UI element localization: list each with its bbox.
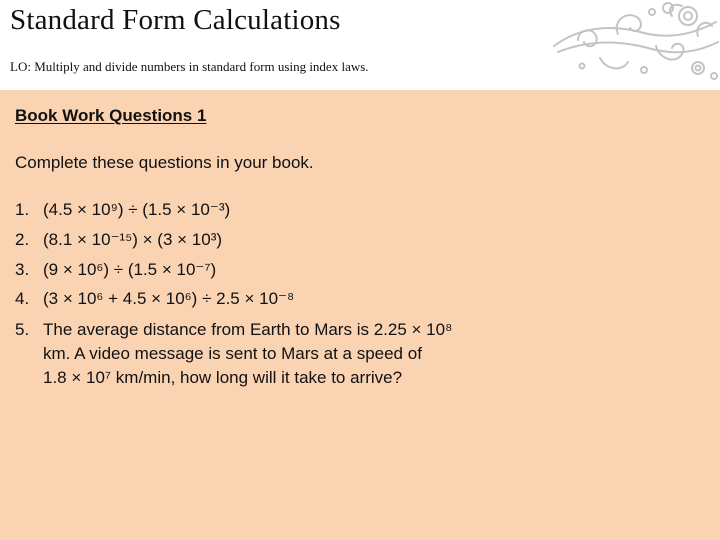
- question-number: 4.: [15, 289, 30, 308]
- learning-objective: LO: Multiply and divide numbers in standard form using index laws.: [10, 59, 369, 74]
- question-number: 5.: [15, 320, 30, 339]
- question-text-line: The average distance from Earth to Mars is 2.25 × 10⁸: [43, 320, 453, 339]
- question-text: (4.5 × 10⁹) ÷ (1.5 × 10⁻³): [43, 200, 231, 219]
- question-5-line-3: 1.8 × 10⁷ km/min, how long will it take to arrive?: [43, 368, 403, 387]
- question-5: [15, 319, 452, 341]
- question-number: 2.: [15, 230, 30, 249]
- question-5-line-2: km. A video message is sent to Mars at a speed of: [43, 344, 422, 363]
- question-4: [15, 288, 294, 310]
- question-panel: [0, 90, 720, 540]
- question-text: (8.1 × 10⁻¹⁵) × (3 × 10³): [43, 230, 223, 249]
- question-3: [15, 259, 216, 281]
- slide-header: [0, 0, 720, 90]
- book-work-heading: Book Work Questions 1: [15, 106, 207, 125]
- instructions-text: Complete these questions in your book.: [15, 153, 314, 172]
- question-2: [15, 229, 222, 251]
- question-number: 3.: [15, 260, 30, 279]
- question-number: 1.: [15, 200, 30, 219]
- slide-title: Standard Form Calculations: [10, 4, 341, 36]
- swirl-ornament-icon: [548, 0, 720, 90]
- question-text: (9 × 10⁶) ÷ (1.5 × 10⁻⁷): [43, 260, 217, 279]
- question-1: [15, 199, 230, 221]
- question-text: (3 × 10⁶ + 4.5 × 10⁶) ÷ 2.5 × 10⁻⁸: [43, 289, 295, 308]
